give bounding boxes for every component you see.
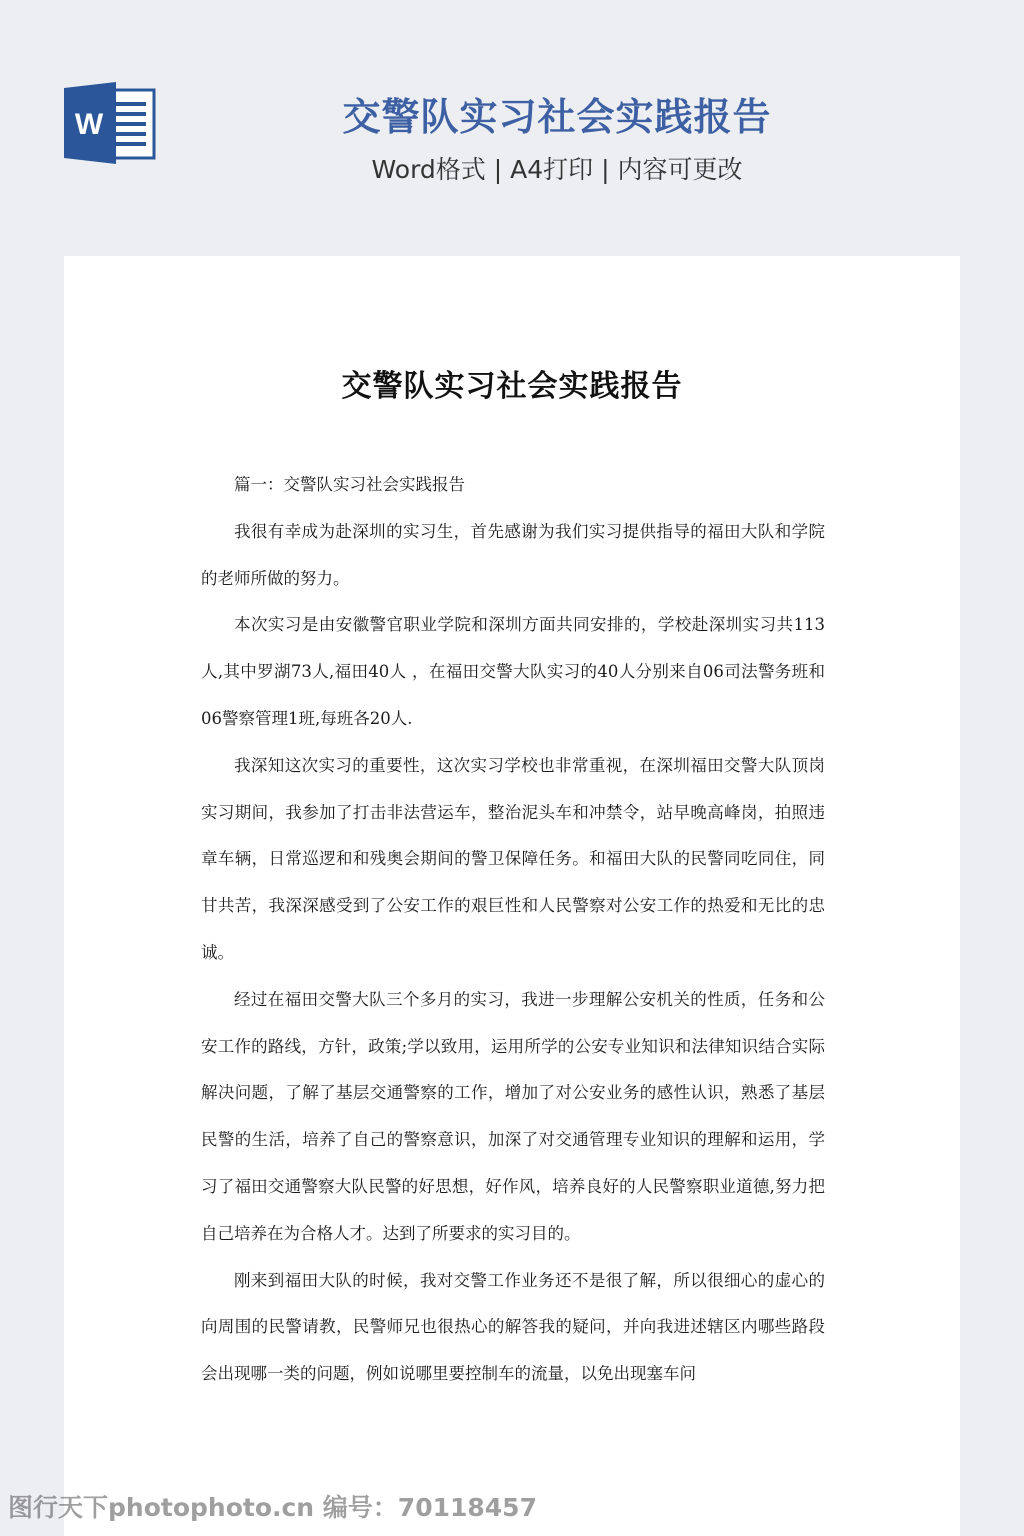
paragraph: 经过在福田交警大队三个多月的实习，我进一步理解公安机关的性质，任务和公安工作的路线，方针，政策;学以致用，运用所学的公安专业知识和法律知识结合实际解决问题，了解了基层交通警察的工作，增加了对公安业务的感性认识，熟悉了基层民警的生活，培养了自己的警察意识，加深了对交通管理专业知识的理解和运用，学习了福田交通警察大队民警的好思想，好作风，培养良好的人民警察职业道德,努力把自己培养在为合格人才。达到了所要求的实习目的。 (201, 989, 825, 1243)
paragraph: 刚来到福田大队的时候，我对交警工作业务还不是很了解，所以很细心的虚心的向周围的民警请教，民警师兄也很热心的解答我的疑问，并向我进述辖区内哪些路段会出现哪一类的问题，例如说哪里要控制车的流量，以免出现塞车问 (201, 1270, 825, 1384)
header-title: 交警队实习社会实践报告 (342, 95, 772, 139)
word-document-icon (64, 82, 156, 164)
paragraph: 本次实习是由安徽警官职业学院和深圳方面共同安排的，学校赴深圳实习共113人,其中罗湖73人,福田40人 ，在福田交警大队实习的40人分别来自06司法警务班和06警察管理1班,每班各20人. (201, 615, 825, 728)
paragraph: 篇一：交警队实习社会实践报告 (234, 475, 465, 494)
header-subtitle: Word格式 | A4打印 | 内容可更改 (371, 155, 743, 184)
document-body (201, 462, 825, 1398)
paragraph: 我很有幸成为赴深圳的实习生，首先感谢为我们实习提供指导的福田大队和学院的老师所做的努力。 (201, 521, 825, 588)
document-page (64, 256, 960, 1536)
page-header (0, 0, 1024, 250)
document-title: 交警队实习社会实践报告 (341, 369, 683, 404)
watermark: 图行天下photophoto.cn 编号：70118457 (8, 1493, 537, 1522)
paragraph: 我深知这次实习的重要性，这次实习学校也非常重视，在深圳福田交警大队顶岗实习期间，我参加了打击非法营运车，整治泥头车和冲禁令，站早晚高峰岗，拍照违章车辆，日常巡逻和和残奥会期间的警卫保障任务。和福田大队的民警同吃同住，同甘共苦，我深深感受到了公安工作的艰巨性和人民警察对公安工作的热爱和无比的忠诚。 (201, 755, 825, 962)
word-logo-letter: W (74, 108, 104, 141)
